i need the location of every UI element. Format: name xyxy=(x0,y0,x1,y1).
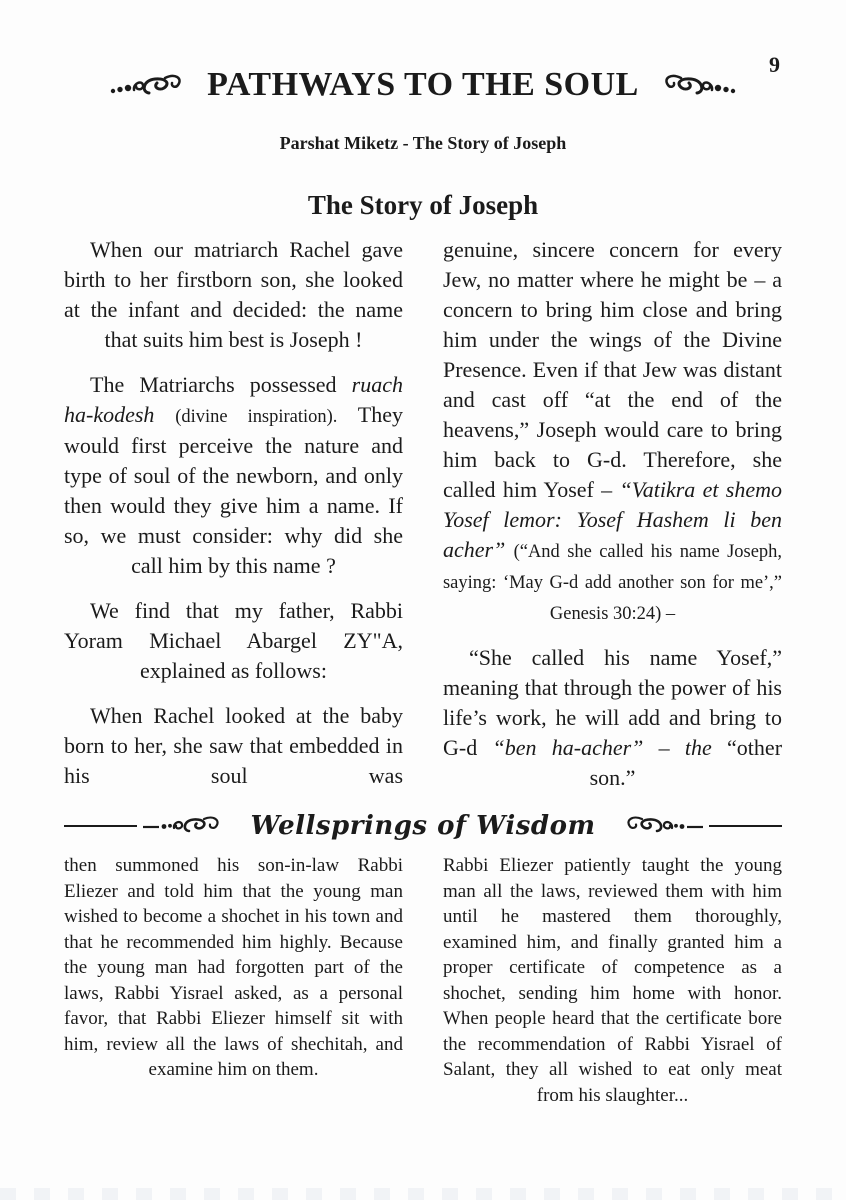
main-text-columns xyxy=(0,235,846,793)
text-segment: They would first perceive the nature and type of soul of the newborn, and only then would they give him a name. If so, we must consider: why did she call him by this name ? xyxy=(64,402,404,579)
page-header xyxy=(0,0,846,154)
text-segment: The Matriarchs possessed xyxy=(90,372,352,398)
divider-rule-left xyxy=(64,825,137,827)
masthead xyxy=(0,0,846,125)
paragraph xyxy=(64,235,403,355)
text-segment: ruach ha-kodesh xyxy=(64,372,403,428)
text-segment: When our matriarch Rachel gave birth to her firstborn son, she looked at the infant and decided: the name that suits him best is Joseph ! xyxy=(64,237,403,353)
text-segment: “She called his name Yosef,” meaning that through the power of his life’s work, he will add and bring to G-d xyxy=(443,645,782,761)
text-segment: We find that my father, Rabbi Yoram Michael Abargel ZY"A, explained as follows: xyxy=(64,598,403,684)
paragraph xyxy=(64,596,403,686)
text-segment: “Vatikra et shemo Yosef lemor: Yosef Hashem li ben acher” xyxy=(443,477,782,563)
text-segment: Rabbi Eliezer patiently taught the young man all the laws, reviewed them with him until he mastered them thoroughly, examined him, and finally granted him a proper certificate of competence as a shochet, sending him home with honor. When people heard that the certificate bore the recommendation of Rabbi Yisrael of Salant, they all wished to eat only meat from his slaughter... xyxy=(443,855,782,1106)
wellsprings-right-column xyxy=(443,853,782,1108)
paragraph xyxy=(64,370,403,581)
text-segment: genuine, sincere concern for every Jew, no matter where he might be – a concern to bring him close and bring him under the wings of the Divine Presence. Even if that Jew was distant and cast off “at the end of the heavens,” Joseph would care to bring him back to G-d. Therefore, she called him Yosef – xyxy=(443,237,782,503)
paragraph xyxy=(64,701,403,791)
wellsprings-divider xyxy=(0,811,846,841)
paragraph xyxy=(443,643,782,793)
divider-rule-right xyxy=(709,825,782,827)
text-segment: “ben ha-acher” – the xyxy=(492,735,728,761)
wellsprings-left-column xyxy=(64,853,403,1108)
text-segment: When Rachel looked at the baby born to her, she saw that embedded in his soul was xyxy=(64,703,403,789)
main-left-column xyxy=(64,235,403,793)
paragraph xyxy=(443,235,782,628)
flourish-left-icon xyxy=(107,70,197,100)
text-segment xyxy=(154,402,175,427)
text-segment: (“And she called his name Joseph, saying: ‘May G-d add another son for me’,” Genesis 30:24) – xyxy=(443,541,782,624)
text-segment xyxy=(505,537,513,562)
text-segment: “other son.” xyxy=(589,735,783,791)
parsha-subtitle: Parshat Miketz - The Story of Joseph xyxy=(279,133,567,154)
main-right-column xyxy=(443,235,782,793)
section-heading: The Story of Joseph xyxy=(307,190,539,221)
wellsprings-columns xyxy=(0,853,846,1108)
book-title: PATHWAYS TO THE SOUL xyxy=(207,65,639,103)
text-segment: (divine inspiration). xyxy=(175,406,338,427)
divider-flourish-left-icon xyxy=(143,813,243,839)
paragraph xyxy=(443,853,782,1108)
divider-flourish-right-icon xyxy=(603,813,703,839)
page-number: 9 xyxy=(769,52,780,77)
page-bottom-scan-noise xyxy=(0,1188,846,1200)
paragraph xyxy=(64,853,403,1083)
flourish-right-icon xyxy=(649,70,739,100)
text-segment: then summoned his son-in-law Rabbi Eliezer and told him that the young man wished to become a shochet in his town and that he recommended him highly. Because the young man had forgotten part of the laws, Rabbi Yisrael asked, as a personal favor, that Rabbi Eliezer himself sit with him, review all the laws of shechitah, and examine him on them. xyxy=(64,855,403,1081)
divider-label: Wellsprings of Wisdom xyxy=(250,811,596,842)
